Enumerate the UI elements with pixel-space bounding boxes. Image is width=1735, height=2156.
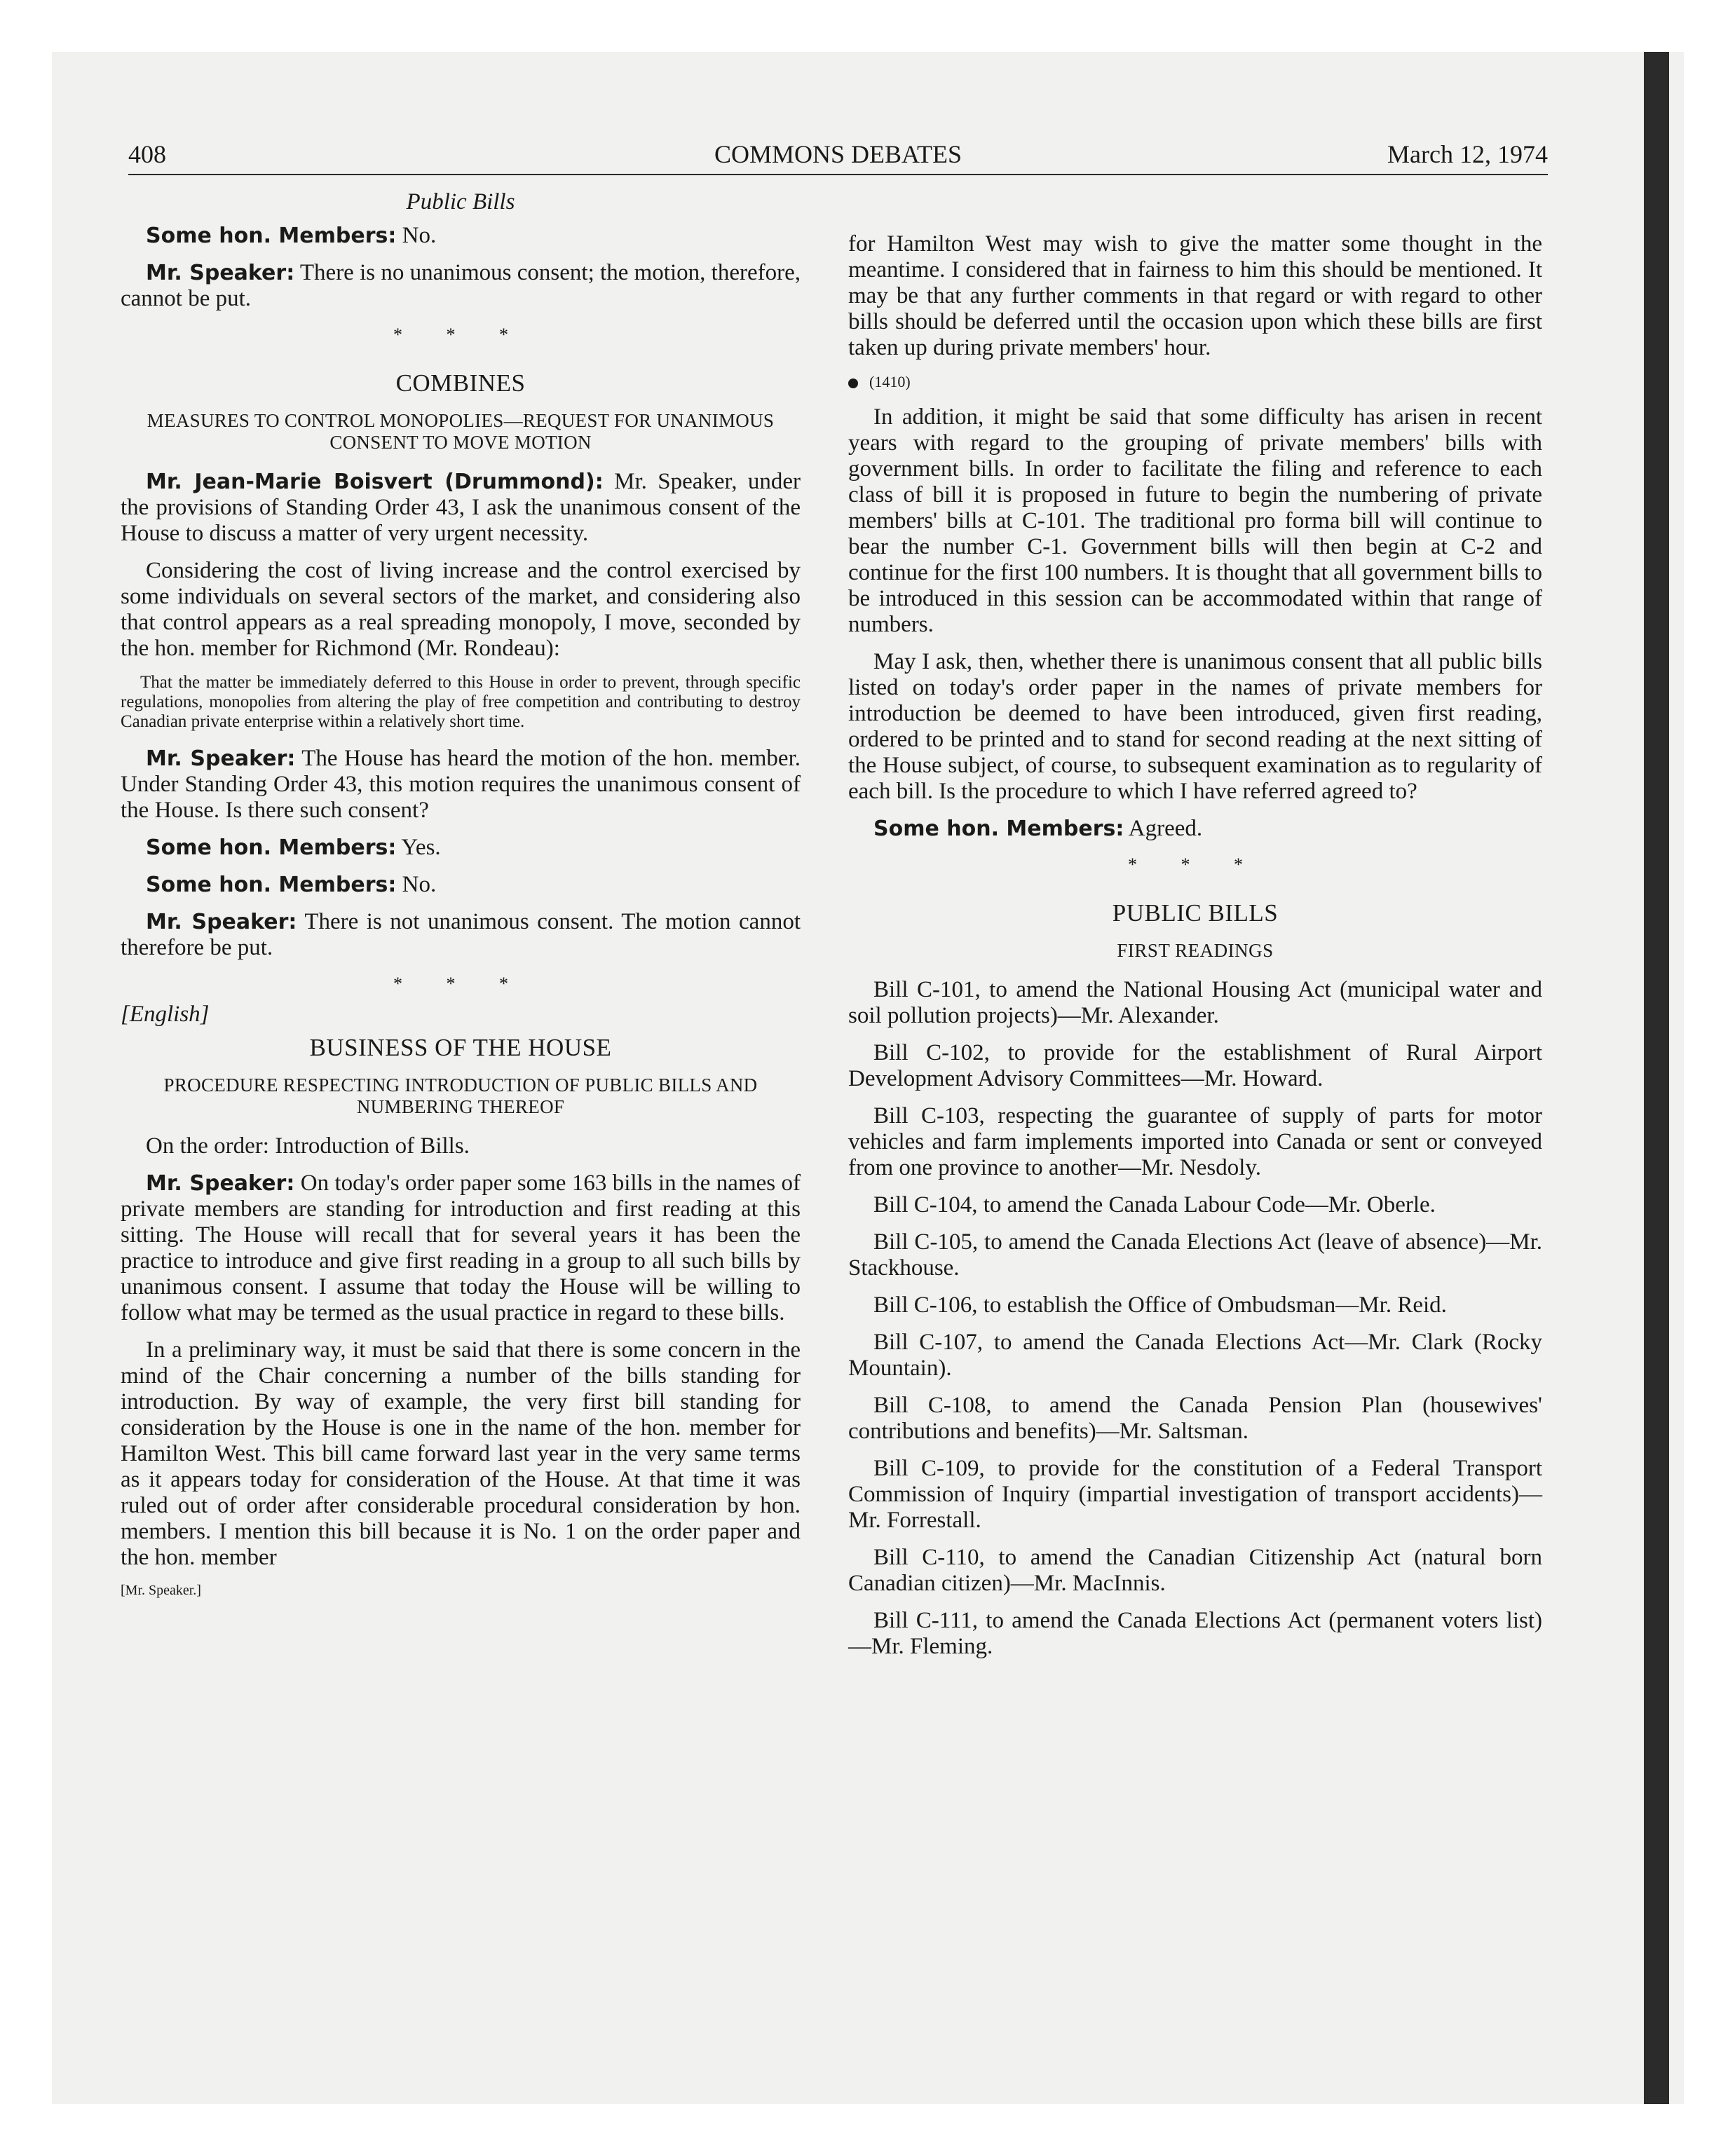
- speech-text: There is not unanimous consent. The motion cannot therefore be put.: [121, 909, 801, 960]
- paragraph: for Hamilton West may wish to give the matter some thought in the meantime. I considered that in fairness to him this should be mentioned. It may be that any further comments in that regard or with regard to other bills should be deferred until the occasion upon which these bills are first taken up during private members' hour.: [848, 231, 1542, 360]
- speech-text: Yes.: [396, 835, 441, 860]
- speech-text: No.: [396, 872, 437, 897]
- paragraph: Considering the cost of living increase and the control exercised by some individuals on several sectors of the market, and considering also that control appears as a real spreading monopoly, I move, seconded by the hon. member for Richmond (Mr. Rondeau):: [121, 558, 801, 661]
- bill-item: Bill C-104, to amend the Canada Labour Code—Mr. Oberle.: [873, 1192, 1436, 1217]
- speaker-name: Some hon. Members:: [146, 873, 397, 897]
- paragraph: [121, 909, 801, 961]
- bullet-icon: [848, 378, 858, 388]
- issue-date: March 12, 1974: [1387, 140, 1548, 168]
- paragraph: [121, 872, 801, 898]
- speech-text: On today's order paper some 163 bills in the names of private members are standing for introduction and first reading at this sitting. The House will recall that for several years it has been the practice to introduce and give first reading in a group to all such bills by unanimous consent. I assume that today the House will be willing to follow what may be termed as the usual practice in regard to these bills.: [121, 1171, 801, 1325]
- footer-speaker-note: [Mr. Speaker.]: [121, 1583, 201, 1598]
- paragraph: In addition, it might be said that some difficulty has arisen in recent years with regard to the grouping of private members' bills with government bills. In order to facilitate the filing and reference to each class of bill it is proposed in future to begin the numbering of private members' bills at C-101. The traditional pro forma bill will continue to bear the number C-1. Government bills will then begin at C-2 and continue for the first 100 numbers. It is thought that all government bills to be introduced in this session can be accommodated within that range of numbers.: [848, 404, 1542, 637]
- page-number: 408: [128, 140, 166, 168]
- bill-item: Bill C-111, to amend the Canada Elections Act (permanent voters list)—Mr. Fleming.: [848, 1608, 1542, 1659]
- right-column: [848, 231, 1542, 1671]
- bill-item: Bill C-103, respecting the guarantee of supply of parts for motor vehicles and farm implements imported into Canada or sent or conveyed from one province to another—Mr. Nesdoly.: [848, 1103, 1542, 1180]
- speaker-name: Mr. Speaker:: [146, 261, 295, 285]
- bill-list: [848, 977, 1542, 1660]
- paragraph: [121, 223, 801, 249]
- section-subheading: PROCEDURE RESPECTING INTRODUCTION OF PUBLIC BILLS AND NUMBERING THEREOF: [163, 1074, 758, 1117]
- paragraph: In a preliminary way, it must be said that there is some concern in the mind of the Chair concerning a number of the bills standing for introduction. By way of example, the very first bill standing for consideration by the House is one in the name of the hon. member for Hamilton West. This bill came forward last year in the very same terms as it appears today for consideration of the House. At that time it was ruled out of order after considerable procedural consideration by hon. members. I mention this bill because it is No. 1 on the order paper and the hon. member: [121, 1337, 801, 1570]
- bill-item: Bill C-110, to amend the Canadian Citizenship Act (natural born Canadian citizen)—Mr. MacInnis.: [848, 1545, 1542, 1596]
- section-subheading: FIRST READINGS: [1117, 940, 1274, 961]
- section-subheading: MEASURES TO CONTROL MONOPOLIES—REQUEST FOR UNANIMOUS CONSENT TO MOVE MOTION: [147, 410, 775, 453]
- left-column: [121, 189, 801, 1610]
- timestamp: [848, 372, 1542, 392]
- topic-heading: Public Bills: [406, 189, 515, 214]
- speech-text: Agreed.: [1124, 816, 1203, 841]
- speaker-name: Some hon. Members:: [146, 224, 397, 248]
- section-title: PUBLIC BILLS: [1112, 899, 1279, 927]
- paragraph: [121, 1171, 801, 1326]
- section-separator: * * *: [393, 325, 528, 345]
- bill-item: Bill C-105, to amend the Canada Elections Act (leave of absence)—Mr. Stackhouse.: [848, 1229, 1542, 1281]
- language-note: [English]: [121, 1002, 210, 1027]
- journal-title: COMMONS DEBATES: [714, 140, 962, 168]
- bill-item: Bill C-106, to establish the Office of Ombudsman—Mr. Reid.: [873, 1292, 1447, 1318]
- speech-text: There is no unanimous consent; the motion, therefore, cannot be put.: [121, 260, 801, 311]
- speech-text: No.: [396, 223, 437, 248]
- paragraph: [848, 816, 1542, 842]
- paragraph: [121, 260, 801, 312]
- section-separator: * * *: [1128, 854, 1263, 875]
- speaker-name: Some hon. Members:: [146, 835, 397, 860]
- section-title: BUSINESS OF THE HOUSE: [309, 1034, 612, 1061]
- speaker-name: Mr. Speaker:: [146, 746, 296, 771]
- running-header: [128, 140, 1548, 175]
- bill-item: Bill C-102, to provide for the establishment of Rural Airport Development Advisory Committees—Mr. Howard.: [848, 1040, 1542, 1091]
- paragraph: [121, 835, 801, 861]
- motion-text: That the matter be immediately deferred to this House in order to prevent, through specific regulations, monopolies from altering the play of free competition and contributing to destroy Canadian private enterprise within a relatively short time.: [121, 673, 801, 731]
- bill-item: Bill C-108, to amend the Canada Pension Plan (housewives' contributions and benefits)—Mr. Saltsman.: [848, 1393, 1542, 1444]
- speaker-name: Mr. Speaker:: [146, 910, 297, 934]
- paragraph: [121, 469, 801, 547]
- bill-item: Bill C-107, to amend the Canada Elections Act—Mr. Clark (Rocky Mountain).: [848, 1330, 1542, 1381]
- speech-text: The House has heard the motion of the hon. member. Under Standing Order 43, this motion requires the unanimous consent of the House. Is there such consent?: [121, 746, 801, 823]
- paragraph: [121, 746, 801, 824]
- speech-text: Mr. Speaker, under the provisions of Standing Order 43, I ask the unanimous consent of the House to discuss a matter of very urgent necessity.: [121, 469, 801, 546]
- speaker-name: Mr. Jean-Marie Boisvert (Drummond):: [146, 470, 604, 494]
- bill-item: Bill C-101, to amend the National Housing Act (municipal water and soil pollution projects)—Mr. Alexander.: [848, 977, 1542, 1028]
- timestamp-text: (1410): [869, 373, 911, 390]
- paragraph: On the order: Introduction of Bills.: [146, 1133, 470, 1159]
- speaker-name: Some hon. Members:: [873, 817, 1124, 841]
- bill-item: Bill C-109, to provide for the constitution of a Federal Transport Commission of Inquiry (impartial investigation of transport accidents)—Mr. Forrestall.: [848, 1456, 1542, 1533]
- paragraph: May I ask, then, whether there is unanimous consent that all public bills listed on today's order paper in the names of private members for introduction be deemed to have been introduced, given first reading, ordered to be printed and to stand for second reading at the next sitting of the House subject, of course, to subsequent examination as to regularity of each bill. Is the procedure to which I have referred agreed to?: [848, 649, 1542, 804]
- speaker-name: Mr. Speaker:: [146, 1171, 295, 1196]
- section-title: COMBINES: [395, 369, 526, 397]
- section-separator: * * *: [393, 974, 528, 994]
